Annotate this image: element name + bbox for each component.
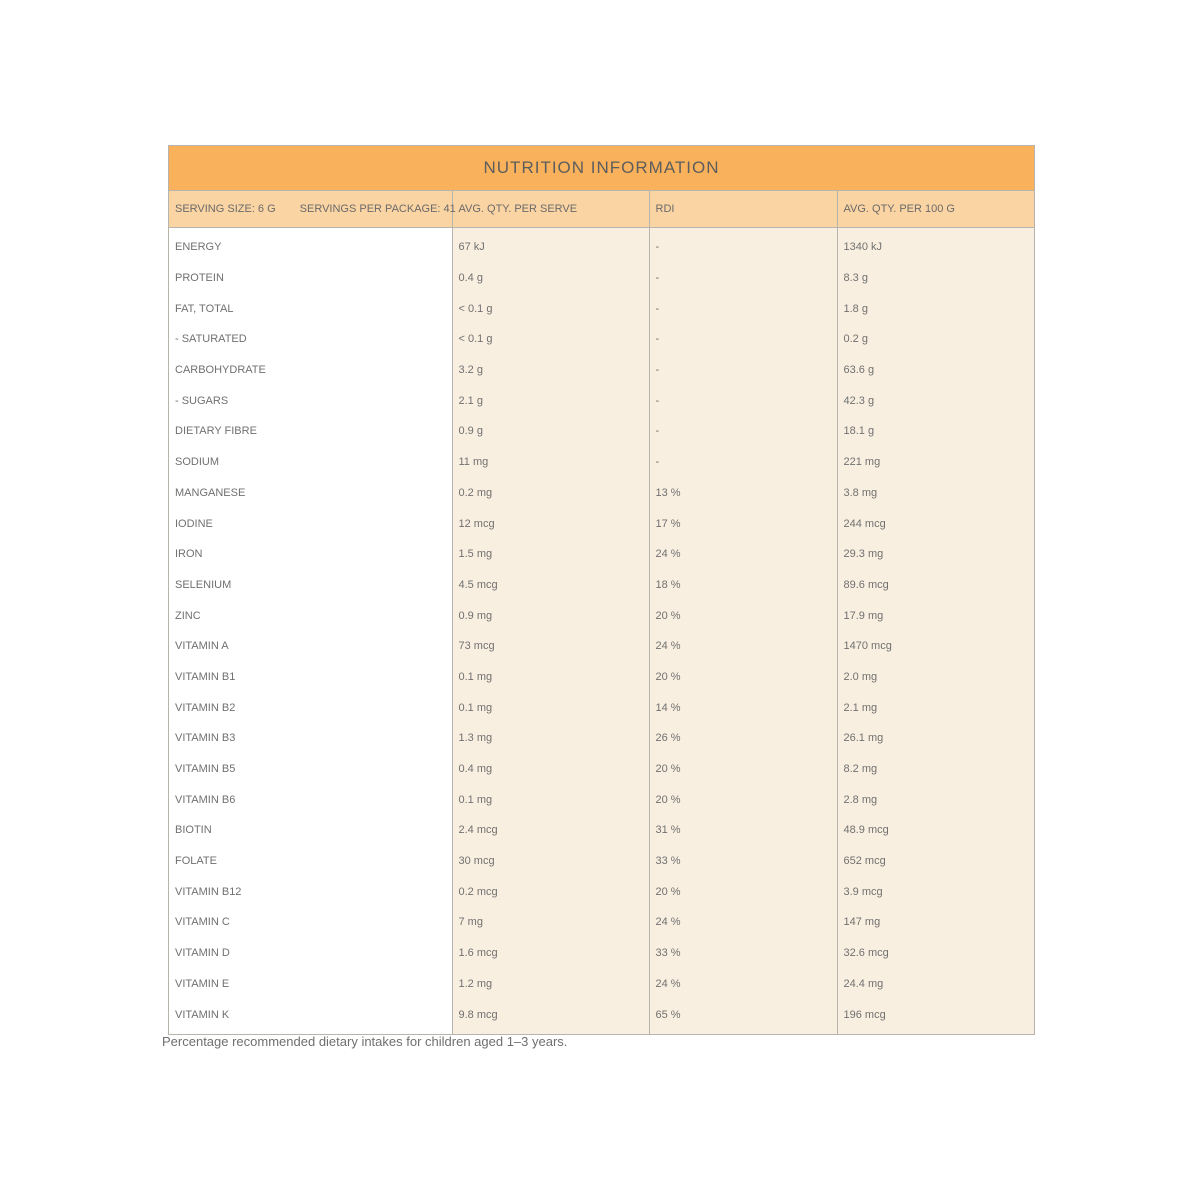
per-serve-value: 0.9 mg <box>452 600 649 631</box>
rdi-value: 24 % <box>649 631 837 662</box>
per-serve-value: 12 mcg <box>452 508 649 539</box>
table-row <box>169 570 1034 601</box>
table-row <box>169 999 1034 1034</box>
per-serve-value: 0.1 mg <box>452 662 649 693</box>
rdi-value: 20 % <box>649 754 837 785</box>
rdi-value: 31 % <box>649 815 837 846</box>
table-row <box>169 754 1034 785</box>
table-row <box>169 662 1034 693</box>
nutrient-name: SODIUM <box>169 447 452 478</box>
per-100g-value: 42.3 g <box>837 385 1034 416</box>
nutrient-name: VITAMIN E <box>169 969 452 1000</box>
rdi-value: 24 % <box>649 907 837 938</box>
per-100g-value: 8.3 g <box>837 263 1034 294</box>
rdi-value: - <box>649 263 837 294</box>
rdi-header: RDI <box>649 191 837 228</box>
per-100g-value: 26.1 mg <box>837 723 1034 754</box>
rdi-value: 20 % <box>649 876 837 907</box>
rdi-value: 14 % <box>649 692 837 723</box>
per-100g-value: 8.2 mg <box>837 754 1034 785</box>
table-row <box>169 938 1034 969</box>
table-row <box>169 416 1034 447</box>
rdi-value: 26 % <box>649 723 837 754</box>
table-row <box>169 355 1034 386</box>
rdi-value: 20 % <box>649 784 837 815</box>
per-100g-value: 24.4 mg <box>837 969 1034 1000</box>
nutrient-name: VITAMIN A <box>169 631 452 662</box>
rdi-value: 20 % <box>649 600 837 631</box>
rdi-value: 20 % <box>649 662 837 693</box>
panel-title: NUTRITION INFORMATION <box>169 146 1034 191</box>
per-serve-value: 2.4 mcg <box>452 815 649 846</box>
table-row <box>169 324 1034 355</box>
nutrition-panel <box>168 145 1035 1035</box>
per-serve-value: 1.2 mg <box>452 969 649 1000</box>
table-row <box>169 228 1034 263</box>
per-100g-value: 29.3 mg <box>837 539 1034 570</box>
rdi-value: - <box>649 385 837 416</box>
table-row <box>169 631 1034 662</box>
footnote: Percentage recommended dietary intakes for children aged 1–3 years. <box>162 1034 568 1049</box>
per-100g-value: 3.9 mcg <box>837 876 1034 907</box>
nutrient-name: VITAMIN B12 <box>169 876 452 907</box>
rdi-value: 17 % <box>649 508 837 539</box>
rdi-value: - <box>649 416 837 447</box>
nutrient-name: FAT, TOTAL <box>169 293 452 324</box>
nutrient-name: - SUGARS <box>169 385 452 416</box>
per-serve-value: < 0.1 g <box>452 324 649 355</box>
rdi-value: 18 % <box>649 570 837 601</box>
per-serve-value: 0.4 g <box>452 263 649 294</box>
per-100g-value: 89.6 mcg <box>837 570 1034 601</box>
nutrition-table <box>169 191 1034 1034</box>
table-row <box>169 600 1034 631</box>
nutrient-name: VITAMIN B6 <box>169 784 452 815</box>
nutrient-name: VITAMIN B5 <box>169 754 452 785</box>
per-100g-value: 196 mcg <box>837 999 1034 1034</box>
per-100g-value: 1470 mcg <box>837 631 1034 662</box>
nutrient-name: FOLATE <box>169 846 452 877</box>
per-serve-value: 4.5 mcg <box>452 570 649 601</box>
per-serve-value: 1.6 mcg <box>452 938 649 969</box>
per-serve-value: 9.8 mcg <box>452 999 649 1034</box>
rdi-value: 33 % <box>649 846 837 877</box>
nutrient-name: VITAMIN D <box>169 938 452 969</box>
nutrient-name: MANGANESE <box>169 478 452 509</box>
per-100g-value: 2.0 mg <box>837 662 1034 693</box>
table-row <box>169 907 1034 938</box>
per-100g-value: 32.6 mcg <box>837 938 1034 969</box>
rdi-value: - <box>649 293 837 324</box>
per-serve-value: 1.3 mg <box>452 723 649 754</box>
table-row <box>169 969 1034 1000</box>
table-row <box>169 784 1034 815</box>
nutrient-name: DIETARY FIBRE <box>169 416 452 447</box>
table-row <box>169 692 1034 723</box>
per-100g-value: 17.9 mg <box>837 600 1034 631</box>
nutrient-name: BIOTIN <box>169 815 452 846</box>
per-100g-value: 221 mg <box>837 447 1034 478</box>
rdi-value: - <box>649 228 837 263</box>
per-serve-value: 0.2 mg <box>452 478 649 509</box>
rdi-value: 65 % <box>649 999 837 1034</box>
nutrient-name: CARBOHYDRATE <box>169 355 452 386</box>
rdi-value: 13 % <box>649 478 837 509</box>
table-header-row <box>169 191 1034 228</box>
rdi-value: 33 % <box>649 938 837 969</box>
nutrient-name: ZINC <box>169 600 452 631</box>
table-row <box>169 447 1034 478</box>
table-row <box>169 478 1034 509</box>
rdi-value: - <box>649 324 837 355</box>
table-row <box>169 815 1034 846</box>
nutrient-name: SELENIUM <box>169 570 452 601</box>
table-row <box>169 876 1034 907</box>
per-100g-value: 63.6 g <box>837 355 1034 386</box>
per-serve-value: 7 mg <box>452 907 649 938</box>
nutrient-name: - SATURATED <box>169 324 452 355</box>
per-serve-value: 30 mcg <box>452 846 649 877</box>
rdi-value: 24 % <box>649 969 837 1000</box>
per-100g-header: AVG. QTY. PER 100 G <box>837 191 1034 228</box>
servings-per-package: SERVINGS PER PACKAGE: 41 <box>299 203 456 215</box>
per-serve-value: 11 mg <box>452 447 649 478</box>
table-row <box>169 293 1034 324</box>
per-serve-value: 67 kJ <box>452 228 649 263</box>
table-body <box>169 228 1034 1034</box>
per-serve-value: 0.2 mcg <box>452 876 649 907</box>
per-serve-value: < 0.1 g <box>452 293 649 324</box>
nutrient-name: VITAMIN B1 <box>169 662 452 693</box>
table-row <box>169 508 1034 539</box>
serving-info-header <box>169 191 456 228</box>
per-serve-value: 1.5 mg <box>452 539 649 570</box>
table-row <box>169 723 1034 754</box>
nutrient-name: VITAMIN B2 <box>169 692 452 723</box>
per-100g-value: 244 mcg <box>837 508 1034 539</box>
nutrient-name: VITAMIN K <box>169 999 452 1034</box>
per-100g-value: 2.1 mg <box>837 692 1034 723</box>
table-row <box>169 846 1034 877</box>
per-100g-value: 1340 kJ <box>837 228 1034 263</box>
nutrient-name: IRON <box>169 539 452 570</box>
per-100g-value: 0.2 g <box>837 324 1034 355</box>
rdi-value: - <box>649 355 837 386</box>
nutrient-name: IODINE <box>169 508 452 539</box>
table-row <box>169 385 1034 416</box>
nutrient-name: VITAMIN B3 <box>169 723 452 754</box>
per-100g-value: 147 mg <box>837 907 1034 938</box>
per-100g-value: 652 mcg <box>837 846 1034 877</box>
table-row <box>169 539 1034 570</box>
rdi-value: 24 % <box>649 539 837 570</box>
per-serve-value: 0.9 g <box>452 416 649 447</box>
per-100g-value: 3.8 mg <box>837 478 1034 509</box>
per-100g-value: 1.8 g <box>837 293 1034 324</box>
table-row <box>169 263 1034 294</box>
per-100g-value: 48.9 mcg <box>837 815 1034 846</box>
per-serve-value: 0.1 mg <box>452 784 649 815</box>
per-serve-header: AVG. QTY. PER SERVE <box>452 191 649 228</box>
per-100g-value: 2.8 mg <box>837 784 1034 815</box>
nutrient-name: VITAMIN C <box>169 907 452 938</box>
nutrient-name: ENERGY <box>169 228 452 263</box>
rdi-value: - <box>649 447 837 478</box>
per-serve-value: 73 mcg <box>452 631 649 662</box>
serving-size: SERVING SIZE: 6 G <box>175 203 276 215</box>
per-serve-value: 2.1 g <box>452 385 649 416</box>
nutrient-name: PROTEIN <box>169 263 452 294</box>
per-serve-value: 0.4 mg <box>452 754 649 785</box>
per-serve-value: 3.2 g <box>452 355 649 386</box>
per-100g-value: 18.1 g <box>837 416 1034 447</box>
per-serve-value: 0.1 mg <box>452 692 649 723</box>
